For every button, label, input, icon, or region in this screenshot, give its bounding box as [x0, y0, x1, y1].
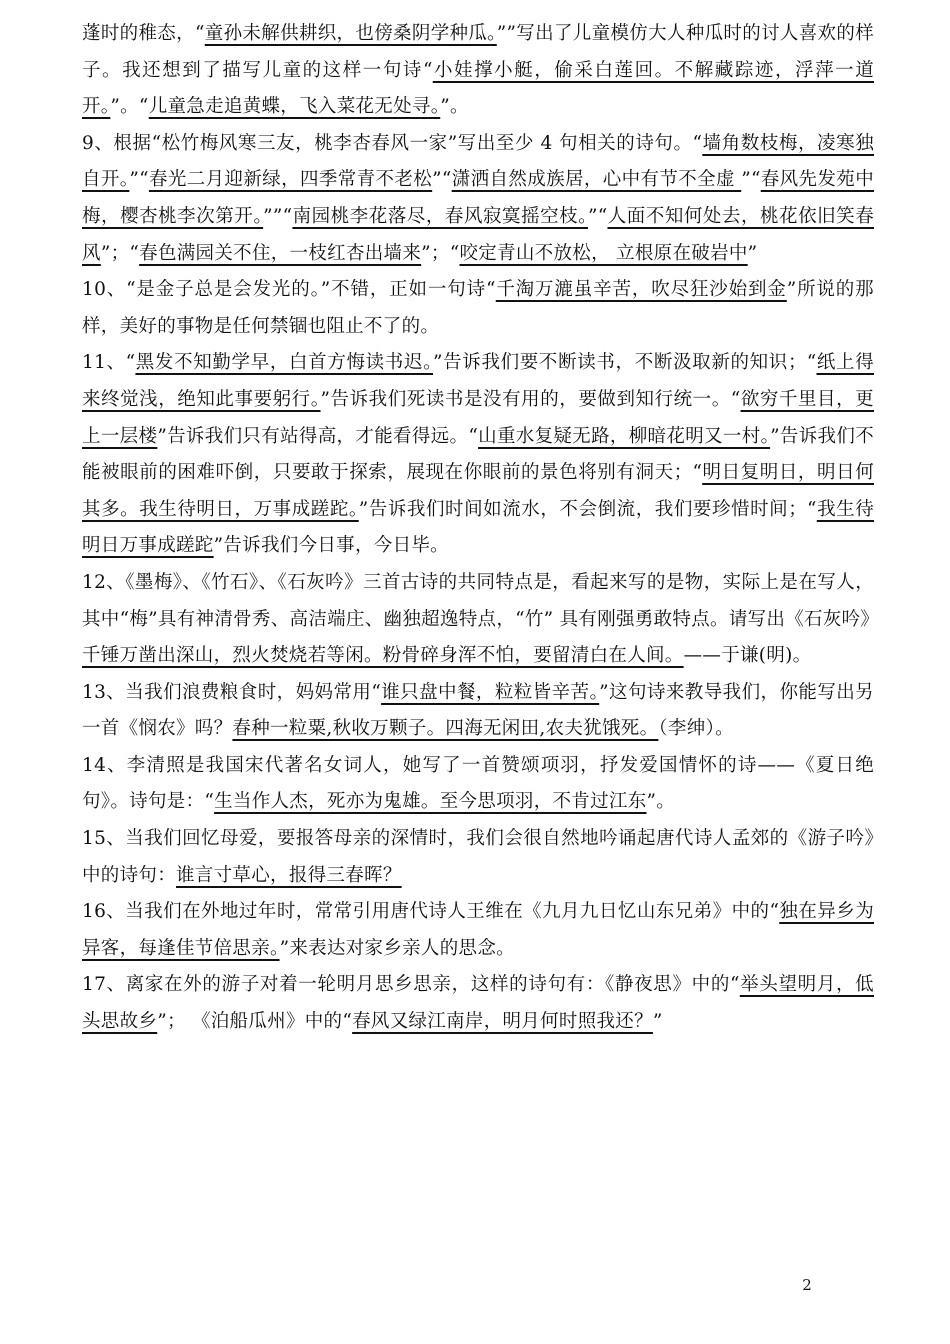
question-text: 10、“是金子总是会发光的。”不错，正如一句诗“	[82, 279, 496, 301]
underlined-answer: 欲穷千里目，更上一层楼	[82, 388, 874, 447]
underlined-answer: 春风又绿江南岸，明月何时照我还？	[352, 1011, 653, 1033]
underlined-answer: 千锤万凿出深山，烈火焚烧若等闲。粉骨碎身浑不怕，要留清白在人间。	[82, 645, 684, 667]
question-item	[82, 272, 874, 345]
question-text: 9、根据“松竹梅风寒三友，桃李杏春风一家”写出至少 4 句相关的诗句。“	[82, 132, 703, 154]
question-text: ”告诉我们只有站得高，才能看得远。“	[157, 425, 479, 447]
question-text: ”告诉我们时间如流水，不会倒流，我们要珍惜时间；“	[358, 498, 817, 520]
underlined-answer: 春光二月迎新绿，四季常青不老松	[148, 169, 433, 191]
underlined-answer: 春风先发苑中梅，樱杏桃李次第开。	[82, 169, 874, 227]
question-text: ”“	[129, 169, 149, 191]
question-text: ”这句诗来教导我们，你能写出另一首《悯农》吗？	[82, 681, 874, 740]
question-item	[82, 675, 874, 748]
question-text: ”告诉我们不能被眼前的困难吓倒，只要敢于探索，展现在你眼前的景色将别有洞天；“	[82, 425, 875, 484]
underlined-answer: 咬定青山不放松， 立根原在破岩中	[459, 242, 748, 264]
question-text: 蓬时的稚态，“	[82, 23, 205, 44]
underlined-answer: 举头望明月，低头思故乡	[82, 974, 874, 1033]
question-text: 12、《墨梅》、《竹石》、《石灰吟》三首古诗的共同特点是，看起来写的是物，实际上是在写人，其中“梅”具有神清骨秀、高洁端庄、幽独超逸特点，“竹” 具有刚强勇敢特点。请写出《石灰吟》	[82, 571, 880, 630]
underlined-answer: 小娃撑小艇，偷采白莲回。不解藏踪迹，浮萍一道开。	[82, 59, 874, 118]
underlined-answer: 潇洒自然成族居，心中有节不全虚	[451, 169, 742, 191]
underlined-answer: 纸上得来终觉浅，绝知此事要躬行。	[82, 352, 875, 410]
question-text: ”； 《泊船瓜州》中的“	[157, 1011, 353, 1033]
question-text: 17、离家在外的游子对着一轮明月思乡思亲，这样的诗句有：《静夜思》中的“	[82, 974, 740, 996]
page-number: 2	[802, 1276, 812, 1294]
underlined-answer: 明日复明日，明日何其多。我生待明日，万事成蹉跎。	[82, 462, 874, 520]
underlined-answer: 谁只盘中餐，粒粒皆辛苦。	[381, 681, 600, 703]
question-text: ”“	[432, 169, 452, 191]
question-item	[82, 894, 874, 967]
question-item	[82, 821, 874, 894]
question-text: ”。	[646, 791, 676, 813]
question-text: ”“	[741, 169, 761, 191]
underlined-answer: 谁言寸草心，报得三春晖？	[176, 864, 402, 886]
question-text: ——于谦(明)。	[683, 645, 812, 667]
question-text: ”“	[587, 205, 608, 227]
underlined-answer: 黑发不知勤学早，白首方悔读书迟。	[135, 352, 434, 374]
question-text: ”	[652, 1011, 663, 1033]
underlined-answer: 童孙未解供耕织，也傍桑阴学种瓜。	[204, 23, 497, 44]
question-text: ”；“	[100, 242, 140, 264]
underlined-answer: 儿童急走追黄蝶，飞入菜花无处寻。	[148, 96, 441, 118]
question-text: ””写出了儿童模仿大人种瓜时的讨人喜欢的样子。我还想到了描写儿童的这样一句诗“	[82, 23, 875, 81]
question-text: ”告诉我们要不断读书，不断汲取新的知识；“	[433, 352, 817, 374]
question-text: （李绅）。	[658, 718, 734, 740]
question-item	[82, 345, 874, 565]
continued-paragraph	[82, 16, 874, 126]
question-text: ”。	[440, 96, 469, 118]
question-text: ”	[747, 242, 758, 264]
question-text: ”告诉我们今日事，今日毕。	[213, 535, 449, 557]
question-text: 14、李清照是我国宋代著名女词人，她写了一首赞颂项羽，抒发爱国情怀的诗——《夏日绝句》。诗句是：“	[82, 754, 874, 813]
underlined-answer: 春种一粒粟,秋收万颗子。四海无闲田,农夫犹饿死。	[232, 718, 659, 740]
underlined-answer: 独在异乡为异客，每逢佳节倍思亲。	[82, 901, 874, 959]
question-item	[82, 967, 874, 1040]
question-text: ”告诉我们死读书是没有用的，要做到知行统一。“	[320, 388, 741, 410]
underlined-answer: 墙角数枝梅，凌寒独自开。	[82, 132, 875, 191]
underlined-answer: 春色满园关不住，一枝红杏出墙来	[139, 242, 422, 264]
question-text: ”。“	[110, 96, 149, 118]
underlined-answer: 生当作人杰，死亦为鬼雄。至今思项羽，不肯过江东	[214, 791, 647, 813]
underlined-answer: 我生待明日万事成蹉跎	[82, 498, 874, 557]
question-text: 11、“	[82, 352, 136, 374]
question-item	[82, 126, 874, 272]
question-text: ”来表达对家乡亲人的思念。	[279, 937, 515, 959]
question-item	[82, 748, 874, 821]
underlined-answer: 南园桃李花落尽，春风寂寞摇空枝。	[292, 205, 588, 227]
underlined-answer: 千淘万漉虽辛苦，吹尽狂沙始到金	[495, 279, 787, 301]
underlined-answer: 山重水复疑无路，柳暗花明又一村。	[478, 425, 771, 447]
question-text: ””“	[263, 205, 293, 227]
question-text: 16、当我们在外地过年时，常常引用唐代诗人王维在《九月九日忆山东兄弟》中的“	[82, 901, 780, 923]
underlined-answer: 人面不知何处去，桃花依旧笑春风	[82, 205, 874, 264]
question-item	[82, 565, 880, 675]
question-list	[82, 16, 880, 1041]
question-text: 15、当我们回忆母爱，要报答母亲的深情时，我们会很自然地吟诵起唐代诗人孟郊的《游子吟》中的诗句：	[82, 828, 874, 886]
question-text: ”所说的那样，美好的事物是任何禁锢也阻止不了的。	[82, 279, 874, 337]
question-text: ”；“	[421, 242, 460, 264]
question-text: 13、当我们浪费粮食时，妈妈常用“	[82, 681, 382, 703]
